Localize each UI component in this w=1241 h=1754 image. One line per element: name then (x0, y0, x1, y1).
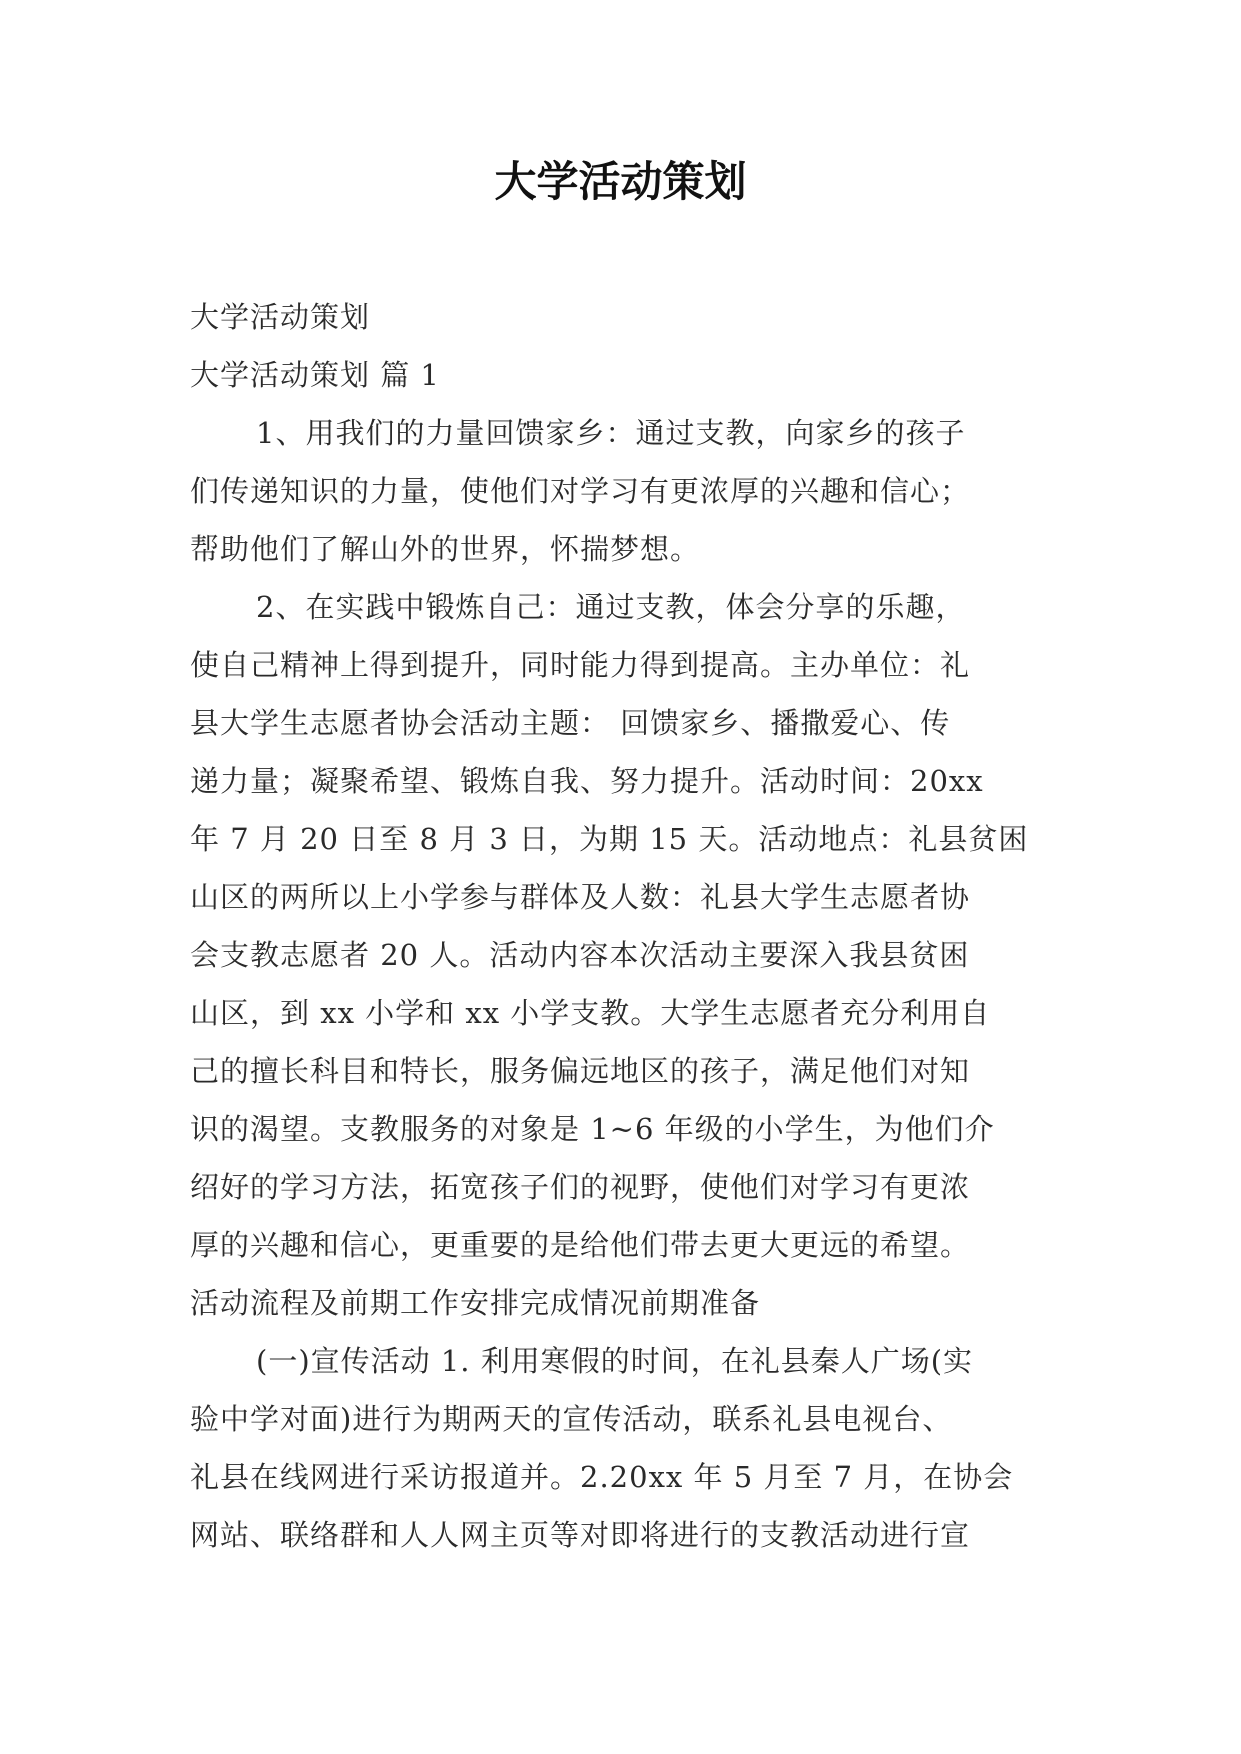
document-title: 大学活动策划 (494, 157, 747, 206)
text-line: 山区的两所以上小学参与群体及人数：礼县大学生志愿者协 (190, 880, 971, 914)
text-line: 使自己精神上得到提升，同时能力得到提高。主办单位：礼 (190, 648, 971, 682)
text-line: 递力量；凝聚希望、锻炼自我、努力提升。活动时间：20xx (190, 764, 984, 798)
text-line: (一)宣传活动 1. 利用寒假的时间，在礼县秦人广场(实 (256, 1344, 974, 1378)
text-line: 活动流程及前期工作安排完成情况前期准备 (190, 1286, 761, 1320)
text-line: 网站、联络群和人人网主页等对即将进行的支教活动进行宣 (190, 1518, 971, 1552)
text-line: 会支教志愿者 20 人。活动内容本次活动主要深入我县贫困 (190, 938, 970, 972)
text-line: 们传递知识的力量，使他们对学习有更浓厚的兴趣和信心； (190, 474, 971, 508)
text-line: 县大学生志愿者协会活动主题： 回馈家乡、播撒爱心、传 (190, 706, 951, 740)
text-line: 厚的兴趣和信心，更重要的是给他们带去更大更远的希望。 (190, 1228, 971, 1262)
text-line: 年 7 月 20 日至 8 月 3 日，为期 15 天。活动地点：礼县贫困 (190, 822, 1029, 856)
text-line: 识的渴望。支教服务的对象是 1~6 年级的小学生，为他们介 (190, 1112, 995, 1146)
text-line: 1、用我们的力量回馈家乡：通过支教，向家乡的孩子 (256, 416, 966, 450)
text-line: 验中学对面)进行为期两天的宣传活动，联系礼县电视台、 (190, 1402, 953, 1436)
text-line: 己的擅长科目和特长，服务偏远地区的孩子，满足他们对知 (190, 1054, 971, 1088)
text-line: 大学活动策划 (190, 300, 371, 334)
document-body (190, 288, 1060, 1564)
text-line: 大学活动策划 篇 1 (190, 358, 440, 392)
text-line: 礼县在线网进行采访报道并。2.20xx 年 5 月至 7 月，在协会 (190, 1460, 1014, 1494)
text-line: 山区，到 xx 小学和 xx 小学支教。大学生志愿者充分利用自 (190, 996, 991, 1030)
text-line: 绍好的学习方法，拓宽孩子们的视野，使他们对学习有更浓 (190, 1170, 971, 1204)
text-line: 2、在实践中锻炼自己：通过支教，体会分享的乐趣， (256, 590, 966, 624)
text-line: 帮助他们了解山外的世界，怀揣梦想。 (190, 532, 701, 566)
